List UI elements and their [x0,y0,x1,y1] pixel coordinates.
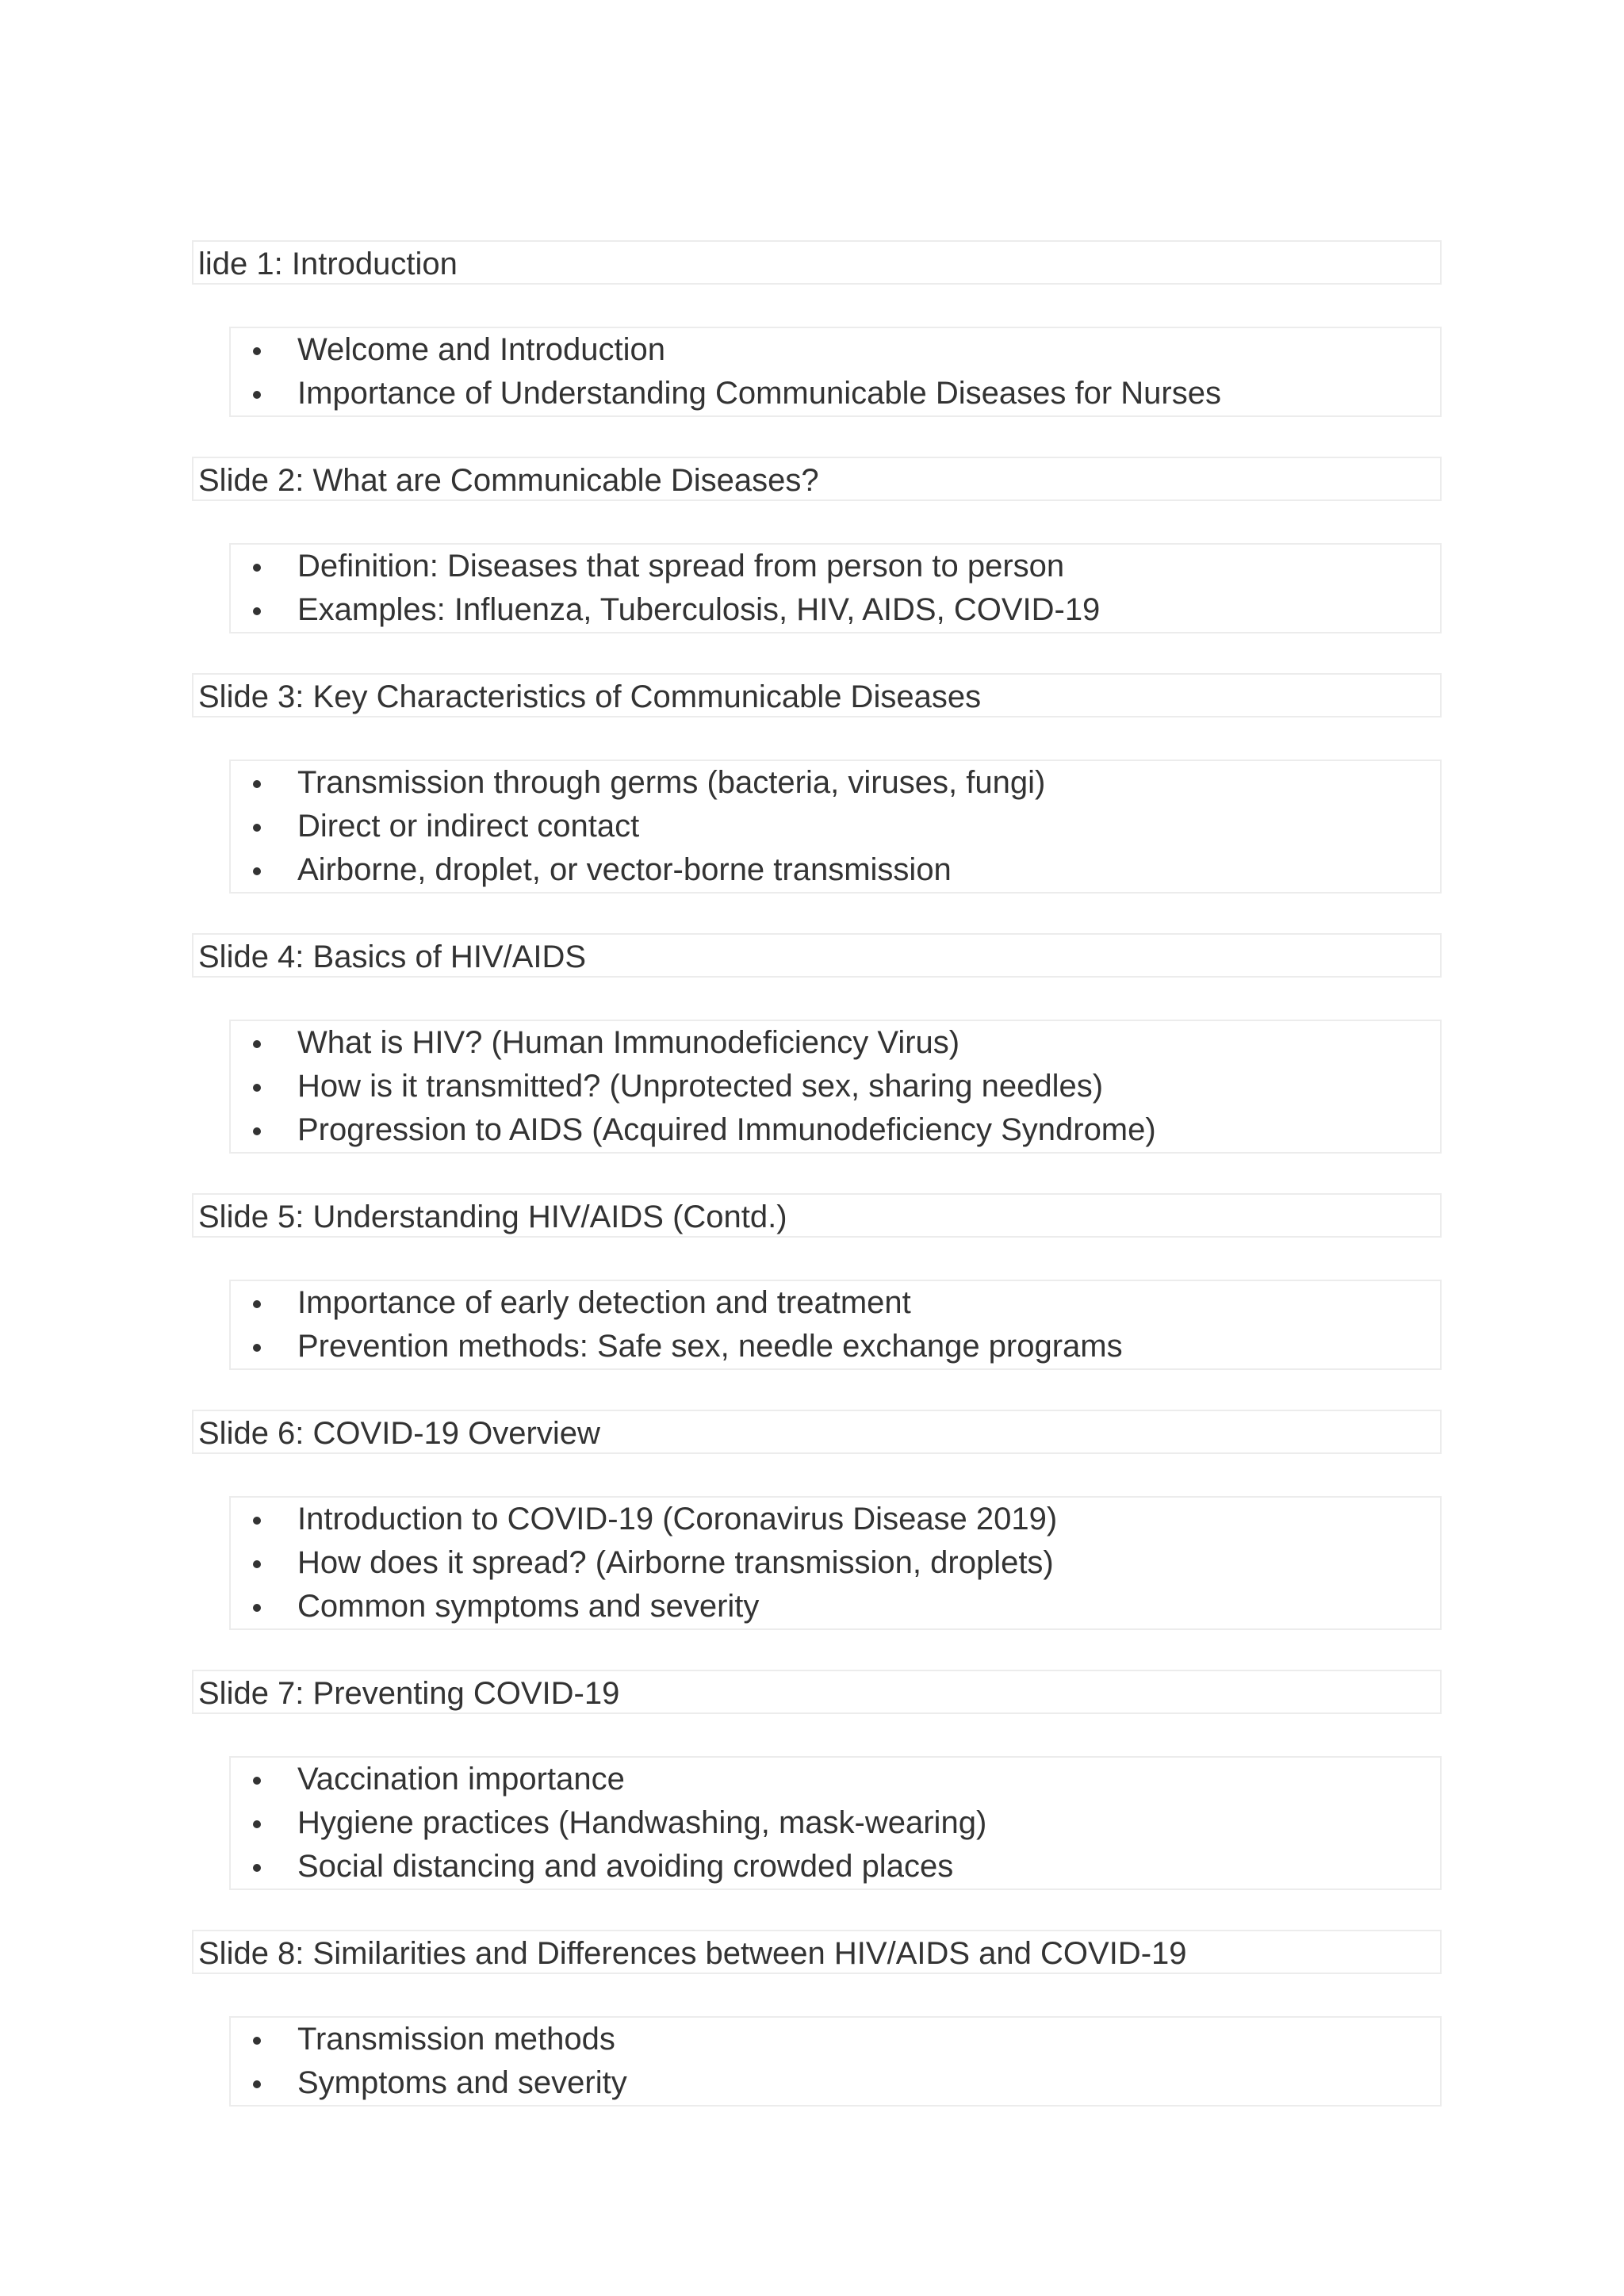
list-item [231,1801,1440,1845]
slide-heading: lide 1: Introduction [192,240,1442,285]
list-item-text: Airborne, droplet, or vector-borne transmission [297,852,952,887]
list-item-text: What is HIV? (Human Immunodeficiency Virus) [297,1025,960,1060]
list-item-text: Introduction to COVID-19 (Coronavirus Disease 2019) [297,1502,1058,1536]
list-item-text: Progression to AIDS (Acquired Immunodeficiency Syndrome) [297,1112,1156,1147]
bullet-icon [253,2037,261,2045]
list-item-text: Importance of early detection and treatment [297,1285,911,1320]
list-item-text: Prevention methods: Safe sex, needle exchange programs [297,1329,1123,1364]
bullet-icon [253,1820,261,1828]
bullet-icon [253,1560,261,1568]
bullet-icon [253,607,261,615]
bullet-list [229,1496,1442,1630]
slide-heading: Slide 3: Key Characteristics of Communicable Diseases [192,673,1442,718]
list-item [231,1108,1440,1152]
bullet-icon [253,564,261,572]
bullet-list [229,1020,1442,1154]
list-item [231,1585,1440,1628]
list-item-text: Transmission through germs (bacteria, viruses, fungi) [297,765,1046,800]
list-item-text: How does it spread? (Airborne transmission, droplets) [297,1545,1054,1580]
list-item-text: Examples: Influenza, Tuberculosis, HIV, AIDS, COVID-19 [297,592,1101,627]
bullet-icon [253,1604,261,1612]
bullet-list [229,327,1442,417]
list-item-text: Hygiene practices (Handwashing, mask-wearing) [297,1805,987,1840]
list-item [231,805,1440,848]
list-item [231,328,1440,372]
list-item [231,1021,1440,1065]
slide-heading: Slide 5: Understanding HIV/AIDS (Contd.) [192,1193,1442,1238]
list-item [231,545,1440,588]
slide-heading: Slide 2: What are Communicable Diseases? [192,457,1442,501]
bullet-icon [253,2080,261,2088]
list-item [231,1845,1440,1888]
list-item-text: Welcome and Introduction [297,332,665,367]
bullet-icon [253,1517,261,1525]
list-item [231,761,1440,805]
slide-heading: Slide 7: Preventing COVID-19 [192,1670,1442,1714]
list-item [231,848,1440,892]
list-item [231,588,1440,632]
list-item [231,372,1440,415]
bullet-icon [253,1777,261,1785]
bullet-icon [253,824,261,832]
bullet-list [229,1280,1442,1370]
list-item-text: Importance of Understanding Communicable Diseases for Nurses [297,376,1221,411]
list-item [231,1758,1440,1801]
list-item-text: Definition: Diseases that spread from person to person [297,549,1065,584]
bullet-icon [253,1084,261,1092]
bullet-icon [253,347,261,355]
bullet-icon [253,1300,261,1308]
bullet-list [229,2016,1442,2107]
slide-heading: Slide 8: Similarities and Differences between HIV/AIDS and COVID-19 [192,1930,1442,1974]
list-item [231,1325,1440,1368]
bullet-icon [253,1127,261,1135]
bullet-icon [253,780,261,788]
list-item-text: How is it transmitted? (Unprotected sex, sharing needles) [297,1069,1104,1104]
bullet-list [229,1756,1442,1890]
bullet-icon [253,1040,261,1048]
list-item [231,2061,1440,2105]
list-item-text: Vaccination importance [297,1762,625,1797]
list-item [231,2018,1440,2061]
bullet-icon [253,391,261,399]
bullet-list [229,760,1442,894]
bullet-icon [253,867,261,875]
list-item [231,1281,1440,1325]
list-item-text: Social distancing and avoiding crowded places [297,1849,954,1884]
bullet-icon [253,1344,261,1352]
list-item-text: Transmission methods [297,2022,615,2057]
bullet-icon [253,1864,261,1872]
list-item [231,1065,1440,1108]
slide-heading: Slide 6: COVID-19 Overview [192,1410,1442,1454]
slide-heading: Slide 4: Basics of HIV/AIDS [192,933,1442,978]
list-item-text: Common symptoms and severity [297,1589,760,1624]
bullet-list [229,543,1442,633]
list-item [231,1498,1440,1541]
list-item-text: Symptoms and severity [297,2065,627,2100]
list-item-text: Direct or indirect contact [297,809,640,844]
list-item [231,1541,1440,1585]
